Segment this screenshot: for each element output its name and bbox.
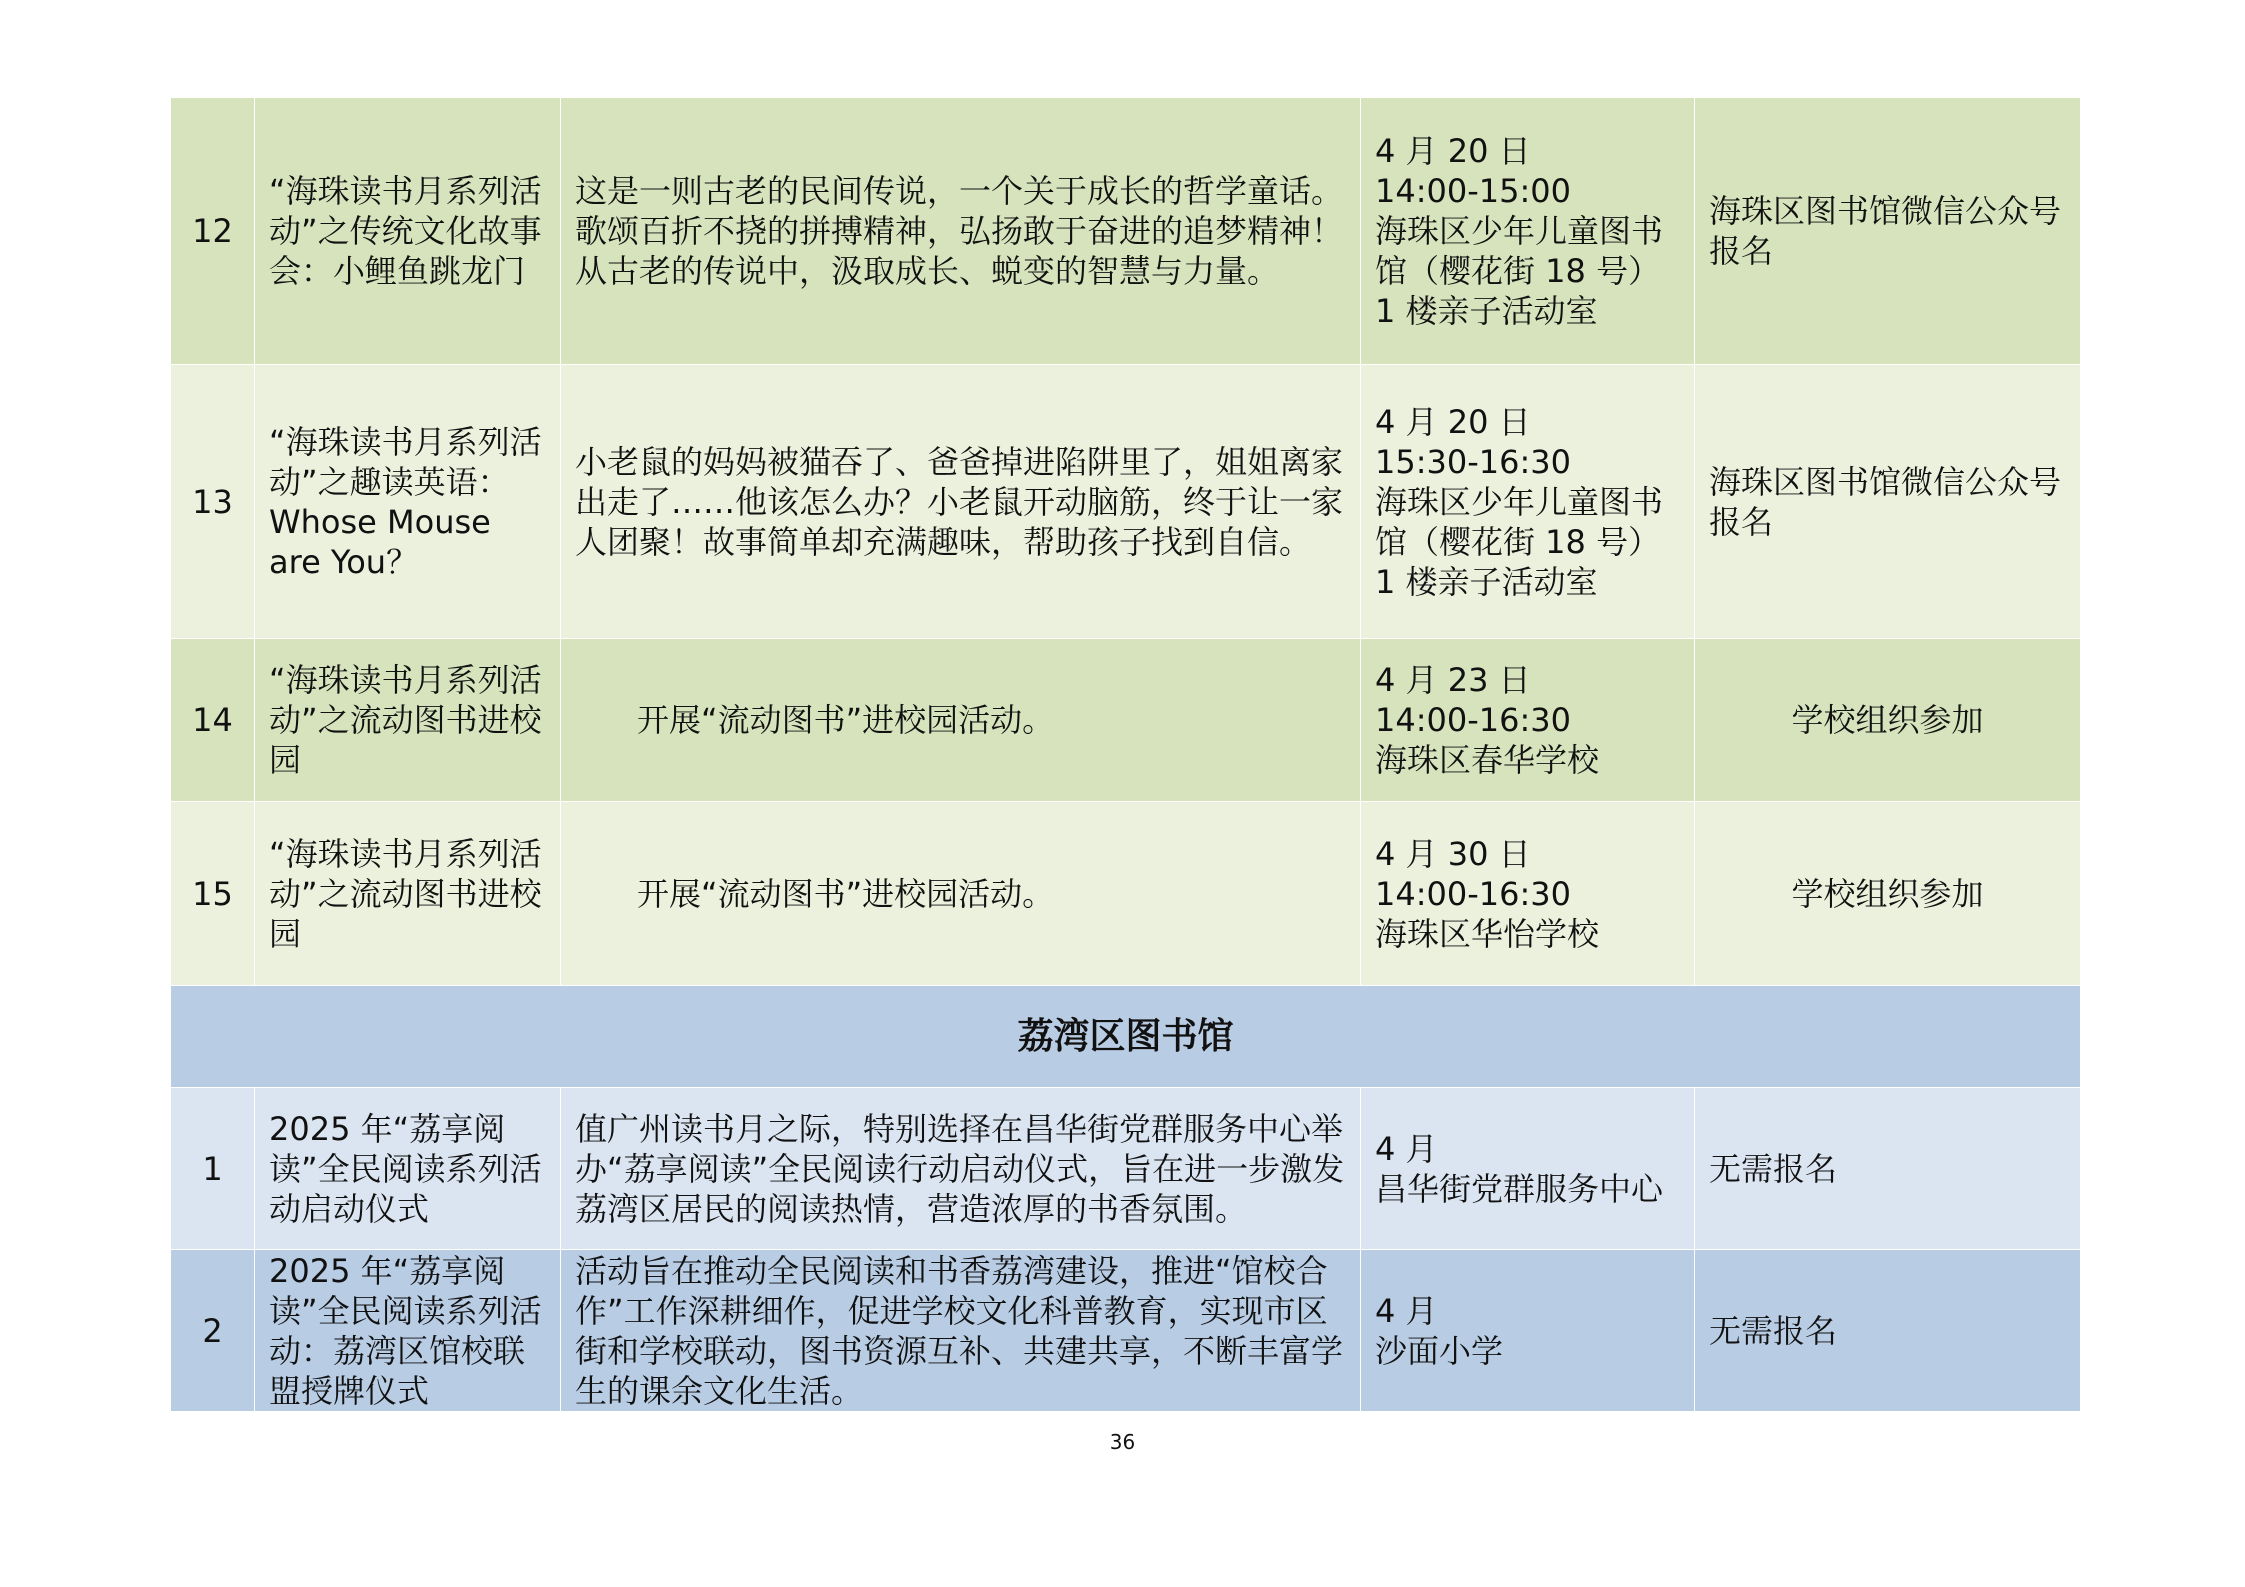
activity-title: 2025 年“荔享阅读”全民阅读系列活动启动仪式 xyxy=(255,1088,561,1250)
activity-description: 这是一则古老的民间传说，一个关于成长的哲学童话。歌颂百折不挠的拼搏精神，弘扬敢于奋进的追梦精神！从古老的传说中，汲取成长、蜕变的智慧与力量。 xyxy=(561,98,1361,365)
activity-location: 昌华街党群服务中心 xyxy=(1375,1169,1664,1208)
row-number: 14 xyxy=(171,639,255,802)
activity-date: 4 月 30 日 xyxy=(1375,834,1531,873)
activity-description: 开展“流动图书”进校园活动。 xyxy=(561,802,1361,986)
activity-date: 4 月 xyxy=(1375,1291,1438,1330)
row-number: 13 xyxy=(171,365,255,639)
signup-method: 海珠区图书馆微信公众号报名 xyxy=(1695,98,2081,365)
signup-method: 无需报名 xyxy=(1695,1088,2081,1250)
activity-title: “海珠读书月系列活动”之流动图书进校园 xyxy=(255,639,561,802)
row-number: 15 xyxy=(171,802,255,986)
time-location xyxy=(1361,639,1695,802)
activity-title: “海珠读书月系列活动”之趣读英语：Whose Mouse are You？ xyxy=(255,365,561,639)
time-location xyxy=(1361,98,1695,365)
table-row xyxy=(171,365,2081,639)
activity-location: 沙面小学 xyxy=(1375,1331,1504,1370)
table-row xyxy=(171,802,2081,986)
section-title: 荔湾区图书馆 xyxy=(171,986,2081,1088)
activity-location: 海珠区少年儿童图书馆（樱花街 18 号）1 楼亲子活动室 xyxy=(1375,212,1664,330)
table-row xyxy=(171,1088,2081,1250)
activity-date: 4 月 20 日 xyxy=(1375,132,1531,170)
signup-method: 学校组织参加 xyxy=(1695,802,2081,986)
activity-time: 14:00-15:00 xyxy=(1375,172,1571,210)
table-row xyxy=(171,98,2081,365)
activity-description: 小老鼠的妈妈被猫吞了、爸爸掉进陷阱里了，姐姐离家出走了……他该怎么办？小老鼠开动脑筋，终于让一家人团聚！故事简单却充满趣味，帮助孩子找到自信。 xyxy=(561,365,1361,639)
activity-location: 海珠区春华学校 xyxy=(1375,741,1600,779)
time-location xyxy=(1361,1250,1695,1412)
activity-time: 14:00-16:30 xyxy=(1375,874,1571,913)
table-row xyxy=(171,1250,2081,1412)
activity-location: 海珠区少年儿童图书馆（樱花街 18 号）1 楼亲子活动室 xyxy=(1375,482,1664,601)
activity-description: 开展“流动图书”进校园活动。 xyxy=(561,639,1361,802)
activity-table xyxy=(170,97,2081,1412)
activity-description: 值广州读书月之际，特别选择在昌华街党群服务中心举办“荔享阅读”全民阅读行动启动仪式，旨在进一步激发荔湾区居民的阅读热情，营造浓厚的书香氛围。 xyxy=(561,1088,1361,1250)
row-number: 12 xyxy=(171,98,255,365)
row-number: 2 xyxy=(171,1250,255,1412)
activity-date: 4 月 xyxy=(1375,1129,1438,1168)
time-location xyxy=(1361,802,1695,986)
activity-time: 14:00-16:30 xyxy=(1375,701,1571,739)
signup-method: 海珠区图书馆微信公众号报名 xyxy=(1695,365,2081,639)
activity-description: 活动旨在推动全民阅读和书香荔湾建设，推进“馆校合作”工作深耕细作，促进学校文化科普教育，实现市区街和学校联动，图书资源互补、共建共享，不断丰富学生的课余文化生活。 xyxy=(561,1250,1361,1412)
activity-date: 4 月 23 日 xyxy=(1375,661,1531,699)
activity-title: 2025 年“荔享阅读”全民阅读系列活动：荔湾区馆校联盟授牌仪式 xyxy=(255,1250,561,1412)
page-number: 36 xyxy=(1109,1430,1136,1454)
activity-title: “海珠读书月系列活动”之流动图书进校园 xyxy=(255,802,561,986)
signup-method: 无需报名 xyxy=(1695,1250,2081,1412)
table-row xyxy=(171,639,2081,802)
time-location xyxy=(1361,365,1695,639)
activity-date: 4 月 20 日 xyxy=(1375,402,1531,441)
activity-title: “海珠读书月系列活动”之传统文化故事会：小鲤鱼跳龙门 xyxy=(255,98,561,365)
activity-location: 海珠区华怡学校 xyxy=(1375,914,1600,953)
time-location xyxy=(1361,1088,1695,1250)
section-header-row xyxy=(171,986,2081,1088)
signup-method: 学校组织参加 xyxy=(1695,639,2081,802)
activity-time: 15:30-16:30 xyxy=(1375,442,1571,481)
row-number: 1 xyxy=(171,1088,255,1250)
